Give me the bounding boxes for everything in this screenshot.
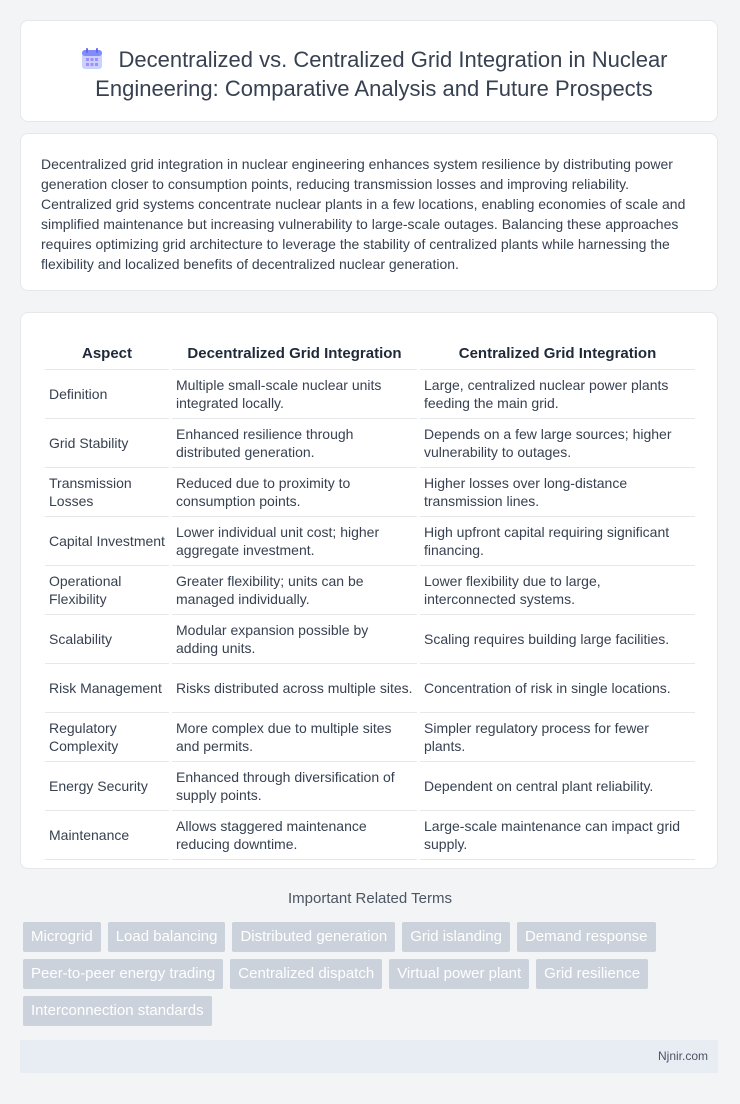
table-row — [45, 664, 695, 713]
decentralized-cell: Reduced due to proximity to consumption points. — [172, 468, 417, 517]
term-tag[interactable]: Load balancing — [108, 922, 226, 952]
aspect-cell: Definition — [45, 370, 169, 419]
centralized-cell: Concentration of risk in single locations. — [420, 664, 695, 713]
centralized-cell: Large, centralized nuclear power plants feeding the main grid. — [420, 370, 695, 419]
table-row — [45, 566, 695, 615]
term-tag[interactable]: Microgrid — [23, 922, 101, 952]
header-decentralized: Decentralized Grid Integration — [172, 333, 417, 370]
decentralized-cell: Allows staggered maintenance reducing downtime. — [172, 811, 417, 860]
centralized-cell: Large-scale maintenance can impact grid supply. — [420, 811, 695, 860]
aspect-cell: Regulatory Complexity — [45, 713, 169, 762]
term-tag[interactable]: Interconnection standards — [23, 996, 212, 1026]
decentralized-cell: More complex due to multiple sites and permits. — [172, 713, 417, 762]
comparison-table-card — [20, 312, 718, 869]
term-tag[interactable]: Demand response — [517, 922, 656, 952]
page-title — [51, 45, 697, 103]
page-title-text: Decentralized vs. Centralized Grid Integration in Nuclear Engineering: Comparative Analysis and Future Prospects — [95, 47, 668, 101]
table-row — [45, 370, 695, 419]
centralized-cell: Simpler regulatory process for fewer plants. — [420, 713, 695, 762]
decentralized-cell: Lower individual unit cost; higher aggregate investment. — [172, 517, 417, 566]
decentralized-cell: Enhanced through diversification of supply points. — [172, 762, 417, 811]
title-card — [20, 20, 718, 122]
decentralized-cell: Greater flexibility; units can be managed individually. — [172, 566, 417, 615]
centralized-cell: Dependent on central plant reliability. — [420, 762, 695, 811]
decentralized-cell: Risks distributed across multiple sites. — [172, 664, 417, 713]
aspect-cell: Capital Investment — [45, 517, 169, 566]
decentralized-cell: Enhanced resilience through distributed generation. — [172, 419, 417, 468]
aspect-cell: Maintenance — [45, 811, 169, 860]
related-terms-title: Important Related Terms — [288, 890, 452, 907]
term-tag[interactable]: Grid resilience — [536, 959, 648, 989]
table-row — [45, 615, 695, 664]
centralized-cell: Depends on a few large sources; higher vulnerability to outages. — [420, 419, 695, 468]
centralized-cell: Scaling requires building large facilities. — [420, 615, 695, 664]
aspect-cell: Operational Flexibility — [45, 566, 169, 615]
decentralized-cell: Multiple small-scale nuclear units integrated locally. — [172, 370, 417, 419]
calendar-icon — [80, 47, 104, 71]
table-header-row — [45, 333, 695, 370]
term-tag[interactable]: Virtual power plant — [389, 959, 529, 989]
table-row — [45, 517, 695, 566]
header-centralized: Centralized Grid Integration — [420, 333, 695, 370]
table-row — [45, 713, 695, 762]
centralized-cell: Higher losses over long-distance transmission lines. — [420, 468, 695, 517]
term-tag[interactable]: Grid islanding — [402, 922, 510, 952]
comparison-table — [42, 333, 698, 860]
term-tag[interactable]: Distributed generation — [232, 922, 395, 952]
table-row — [45, 419, 695, 468]
footer — [20, 1040, 718, 1073]
table-row — [45, 468, 695, 517]
centralized-cell: Lower flexibility due to large, interconnected systems. — [420, 566, 695, 615]
term-tag[interactable]: Peer-to-peer energy trading — [23, 959, 223, 989]
aspect-cell: Risk Management — [45, 664, 169, 713]
term-tag[interactable]: Centralized dispatch — [230, 959, 382, 989]
intro-paragraph: Decentralized grid integration in nuclear engineering enhances system resilience by distributing power generation closer to consumption points, reducing transmission losses and improving reliability. Centralized grid systems concentrate nuclear plants in a few locations, enabling economies of scale and simplified maintenance but increasing vulnerability to large-scale outages. Balancing these approaches requires optimizing grid architecture to leverage the stability of centralized plants while harnessing the flexibility and localized benefits of decentralized nuclear generation. — [41, 156, 686, 272]
decentralized-cell: Modular expansion possible by adding units. — [172, 615, 417, 664]
aspect-cell: Energy Security — [45, 762, 169, 811]
footer-site[interactable]: Njnir.com — [657, 1049, 708, 1063]
intro-card — [20, 133, 718, 291]
aspect-cell: Transmission Losses — [45, 468, 169, 517]
table-row — [45, 762, 695, 811]
aspect-cell: Scalability — [45, 615, 169, 664]
aspect-cell: Grid Stability — [45, 419, 169, 468]
centralized-cell: High upfront capital requiring significant financing. — [420, 517, 695, 566]
header-aspect: Aspect — [45, 333, 169, 370]
related-terms-list — [23, 922, 723, 1026]
table-row — [45, 811, 695, 860]
